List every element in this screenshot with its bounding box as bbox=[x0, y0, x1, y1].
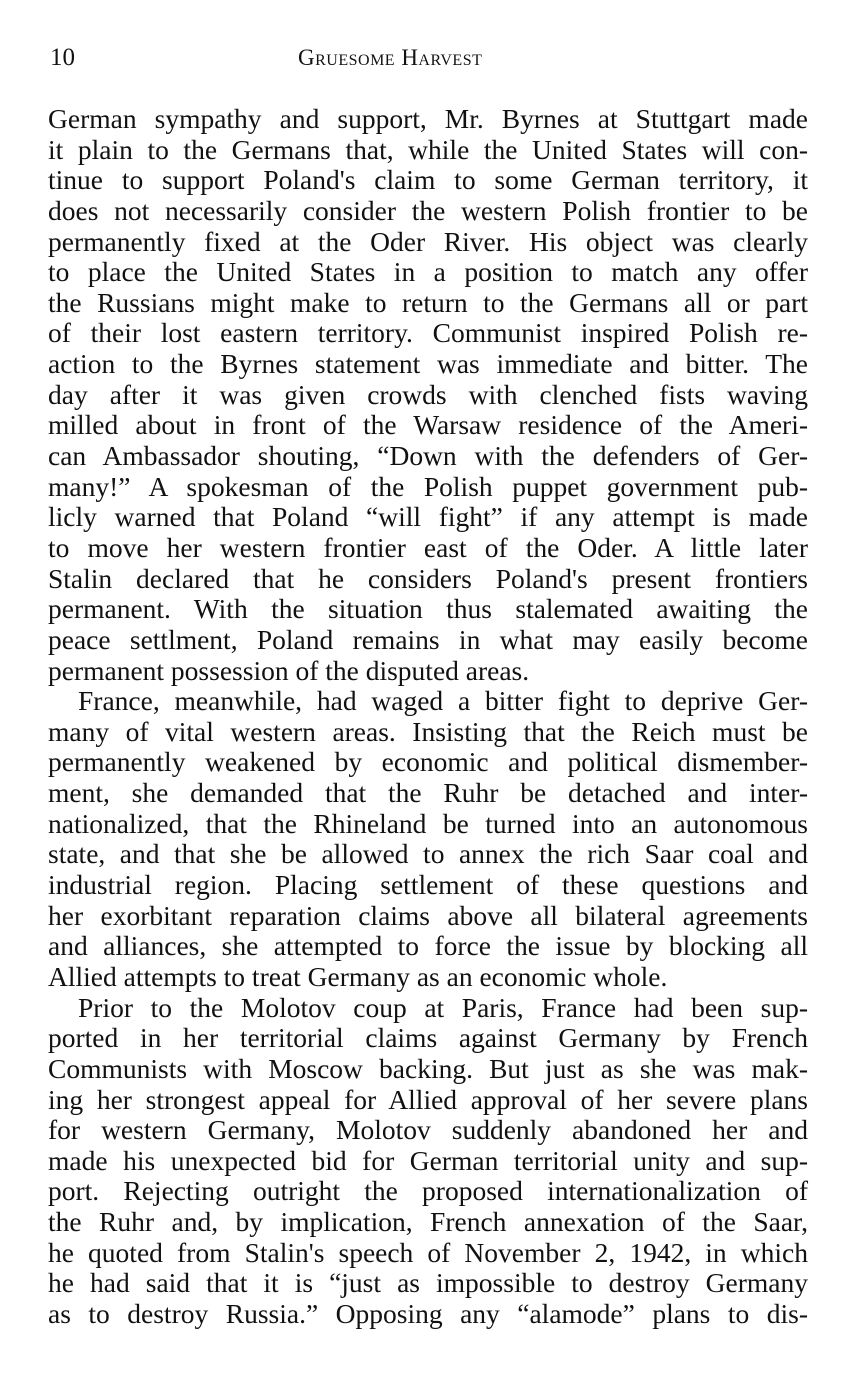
body-text bbox=[48, 104, 808, 1330]
text-line: milled about in front of the Warsaw residence of the Ameri- bbox=[48, 409, 808, 441]
text-line: he quoted from Stalin's speech of November 2, 1942, in which bbox=[48, 1236, 808, 1268]
text-line: and alliances, she attempted to force the issue by blocking all bbox=[48, 930, 808, 962]
text-line: Communists with Moscow backing. But just as she was mak- bbox=[48, 1052, 808, 1084]
text-line: many of vital western areas. Insisting that the Reich must be bbox=[48, 715, 808, 747]
text-line: the Russians might make to return to the Germans all or part bbox=[48, 286, 808, 318]
text-line: peace settlment, Poland remains in what may easily become bbox=[48, 623, 808, 655]
text-line: ing her strongest appeal for Allied approval of her severe plans bbox=[48, 1083, 808, 1115]
text-line: ported in her territorial claims against Germany by French bbox=[48, 1022, 808, 1054]
text-line: to place the United States in a position to match any offer bbox=[48, 256, 808, 288]
text-line: of their lost eastern territory. Communist inspired Polish re- bbox=[48, 317, 808, 349]
paragraph-end-line: Allied attempts to treat Germany as an economic whole. bbox=[48, 960, 668, 992]
text-line: German sympathy and support, Mr. Byrnes at Stuttgart made bbox=[48, 103, 808, 134]
text-line: day after it was given crowds with clenched fists waving bbox=[48, 378, 808, 410]
text-line: nationalized, that the Rhineland be turned into an autonomous bbox=[48, 807, 808, 839]
text-line: licly warned that Poland “will fight” if any attempt is made bbox=[48, 501, 808, 533]
text-line: permanently fixed at the Oder River. His object was clearly bbox=[48, 225, 808, 257]
page-header bbox=[48, 42, 808, 74]
text-line: does not necessarily consider the western Polish frontier to be bbox=[48, 194, 808, 226]
text-line: industrial region. Placing settlement of these questions and bbox=[48, 869, 808, 901]
text-line: the Ruhr and, by implication, French annexation of the Saar, bbox=[48, 1206, 808, 1238]
page-number: 10 bbox=[50, 44, 75, 71]
text-line: as to destroy Russia.” Opposing any “alamode” plans to dis- bbox=[48, 1297, 808, 1329]
text-line: state, and that she be allowed to annex the rich Saar coal and bbox=[48, 838, 808, 870]
running-title: Gruesome Harvest bbox=[298, 45, 483, 70]
text-line: her exorbitant reparation claims above all bilateral agreements bbox=[48, 899, 808, 931]
text-line: can Ambassador shouting, “Down with the defenders of Ger- bbox=[48, 440, 808, 472]
paragraph-start-line: Prior to the Molotov coup at Paris, France had been sup- bbox=[78, 991, 808, 1023]
paragraph-end-line: permanent possession of the disputed areas. bbox=[48, 654, 530, 686]
text-line: many!” A spokesman of the Polish puppet government pub- bbox=[48, 470, 808, 502]
text-line: ment, she demanded that the Ruhr be detached and inter- bbox=[48, 777, 808, 809]
text-line: made his unexpected bid for German territorial unity and sup- bbox=[48, 1144, 808, 1176]
text-line: he had said that it is “just as impossible to destroy Germany bbox=[48, 1267, 808, 1299]
text-line: Stalin declared that he considers Poland's present frontiers bbox=[48, 562, 808, 594]
text-line: tinue to support Poland's claim to some German territory, it bbox=[48, 164, 808, 196]
text-line: for western Germany, Molotov suddenly abandoned her and bbox=[48, 1114, 808, 1146]
text-line: to move her western frontier east of the Oder. A little later bbox=[48, 531, 808, 563]
text-line: permanent. With the situation thus stalemated awaiting the bbox=[48, 593, 808, 625]
text-line: action to the Byrnes statement was immediate and bitter. The bbox=[48, 348, 808, 380]
text-line: permanently weakened by economic and political dismember- bbox=[48, 746, 808, 778]
text-line: it plain to the Germans that, while the United States will con- bbox=[48, 133, 808, 165]
text-line: port. Rejecting outright the proposed internationalization of bbox=[48, 1175, 808, 1207]
paragraph-start-line: France, meanwhile, had waged a bitter fight to deprive Ger- bbox=[78, 685, 808, 717]
